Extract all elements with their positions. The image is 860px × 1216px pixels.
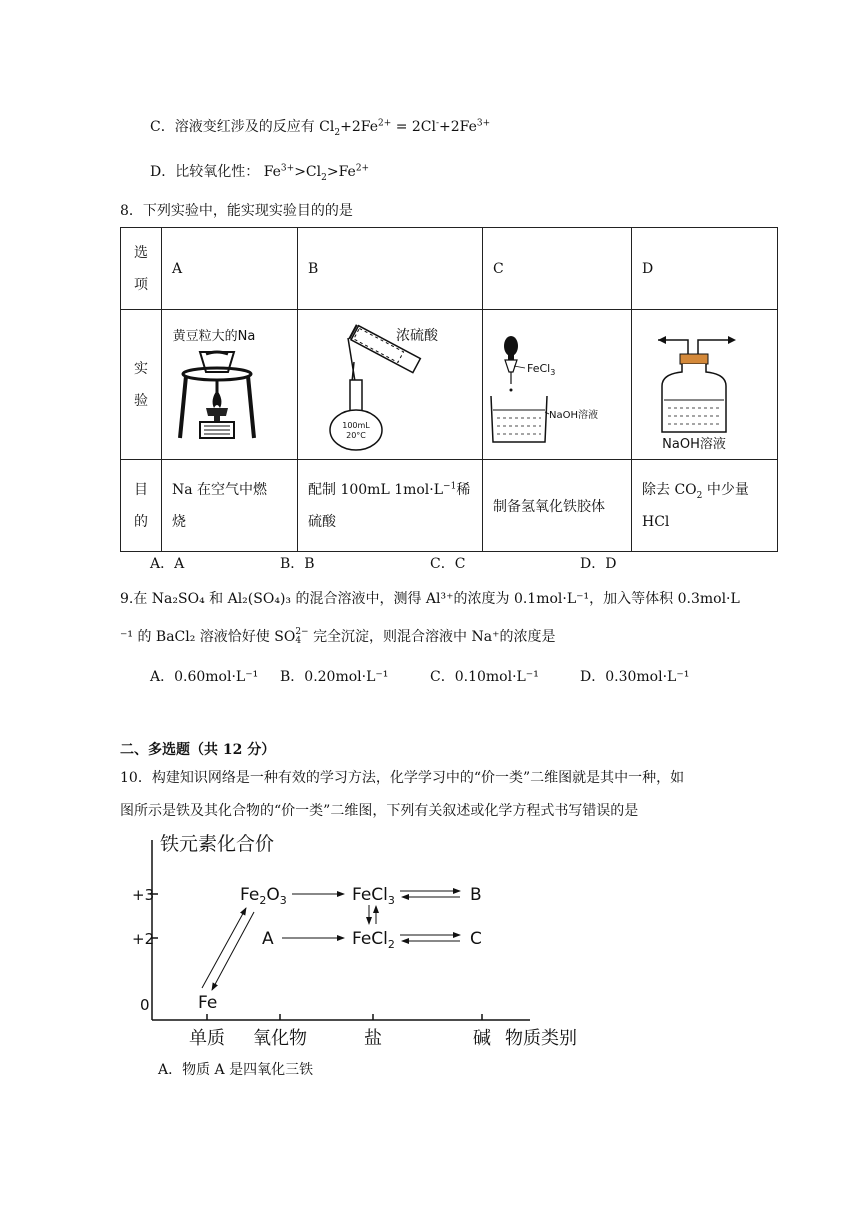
x-tick-base: 碱: [473, 1028, 491, 1049]
q8-option-a: A．A: [150, 556, 185, 572]
q7-option-d: D．比较氧化性： $Fe^{3+}>Cl_2>Fe^{2+}$: [150, 163, 370, 183]
sulfate-formula: SO 2− 4: [274, 627, 309, 646]
q8-col-a: A: [162, 228, 298, 310]
gas-washing-bottle-apparatus-icon: [632, 310, 767, 455]
node-b: B: [470, 885, 482, 905]
q8-apparatus-a: [162, 310, 298, 460]
q8-purpose-b: 配制 100mL $1mol\cdot L^{-1}$稀 硫酸: [298, 460, 483, 552]
q8-apparatus-row: [121, 310, 778, 460]
svg-text:NaOH溶液: NaOH溶液: [549, 410, 598, 421]
y-axis-title: 铁元素化合价: [160, 833, 275, 855]
q9-stem-line1: 9.在 Na₂SO₄ 和 Al₂(SO₄)₃ 的混合溶液中，测得 Al³⁺的浓度为 0.1mol·L⁻¹，加入等体积 0.3mol·L: [120, 591, 740, 607]
q7-option-c: C．溶液变红涉及的反应有 $Cl_2+2Fe^{2+} = 2Cl^-+2Fe^{3+}$: [150, 118, 491, 138]
q9-option-c: C．0.10mol·L⁻¹: [430, 669, 539, 685]
q10-option-a: A．物质 A 是四氧化三铁: [158, 1062, 314, 1078]
x-tick-salt: 盐: [364, 1028, 382, 1049]
q8-header-row: [121, 228, 778, 310]
q9-option-b: B．0.20mol·L⁻¹: [280, 669, 389, 685]
q8-stem: 8．下列实验中，能实现实验目的的是: [120, 203, 353, 219]
q9-stem-line2: ⁻¹ 的 BaCl₂ 溶液恰好使 SO 2− 4 完全沉淀，则混合溶液中 Na⁺的浓度是: [120, 627, 556, 646]
q8-apparatus-d: [632, 310, 778, 460]
y-tick-plus3: +3: [132, 886, 155, 904]
q8-option-d: D．D: [580, 556, 617, 572]
svg-text:100mL: 100mL: [342, 421, 370, 430]
q8-purpose-row: [121, 460, 778, 552]
volumetric-flask-apparatus-icon: [298, 310, 472, 455]
iron-valence-class-diagram: [130, 826, 590, 1050]
svg-text:NaOH溶液: NaOH溶液: [662, 437, 726, 452]
q8-purpose-c: 制备氢氧化铁胶体: [483, 460, 632, 552]
node-fecl3: FeCl$_3$: [352, 885, 395, 907]
arrow-fe2o3-to-fe: [212, 912, 254, 990]
x-tick-elemental: 单质: [189, 1028, 225, 1049]
sodium-burning-apparatus-icon: [162, 310, 287, 455]
q7-option-c-equation: $Cl_2+2Fe^{2+} = 2Cl^-+2Fe^{3+}$: [319, 118, 491, 138]
q8-purpose-d: 除去 $CO_2$ 中少量 HCl: [632, 460, 778, 552]
q9-option-a: A．0.60mol·L⁻¹: [150, 669, 259, 685]
arrow-fe-to-fe2o3: [202, 908, 246, 988]
q8-option-c: C．C: [430, 556, 466, 572]
q8-apparatus-c: [483, 310, 632, 460]
node-fe2o3: $Fe_2O_3$: [240, 885, 287, 907]
q8-table: [120, 227, 778, 552]
x-tick-oxide: 氧化物: [253, 1028, 307, 1049]
dropper-beaker-apparatus-icon: [483, 310, 621, 455]
y-tick-plus2: +2: [132, 930, 155, 948]
svg-text:20°C: 20°C: [346, 431, 366, 440]
q8-purpose-a: Na 在空气中燃 烧: [162, 460, 298, 552]
q8-col-d: D: [632, 228, 778, 310]
section-title: 二、多选题（共 12 分）: [120, 742, 276, 758]
svg-text:FeCl3: FeCl$_3$: [527, 362, 556, 377]
q8-row-header-option: 选 项: [121, 228, 162, 310]
q7-option-d-equation: $Fe^{3+}>Cl_2>Fe^{2+}$: [263, 163, 370, 183]
q8-col-c: C: [483, 228, 632, 310]
node-a: A: [262, 929, 274, 949]
x-axis-title: 物质类别: [505, 1028, 577, 1049]
q10-stem-line1: 10．构建知识网络是一种有效的学习方法，化学学习中的“价一类”二维图就是其中一种，如: [120, 770, 685, 786]
node-fecl2: FeCl$_2$: [352, 929, 395, 951]
node-c: C: [470, 929, 482, 949]
q9-option-d: D．0.30mol·L⁻¹: [580, 669, 690, 685]
q8-apparatus-b: [298, 310, 483, 460]
q8-row-header-experiment: 实 验: [121, 310, 162, 460]
svg-text:黄豆粒大的Na: 黄豆粒大的Na: [172, 329, 256, 344]
q8-option-b: B．B: [280, 556, 315, 572]
q8-col-b: B: [298, 228, 483, 310]
q10-stem-line2: 图所示是铁及其化合物的“价一类”二维图，下列有关叙述或化学方程式书写错误的是: [120, 803, 639, 819]
y-tick-zero: 0: [140, 996, 150, 1014]
q8-row-header-purpose: 目 的: [121, 460, 162, 552]
node-fe: Fe: [198, 993, 218, 1013]
svg-text:浓硫酸: 浓硫酸: [396, 328, 438, 344]
